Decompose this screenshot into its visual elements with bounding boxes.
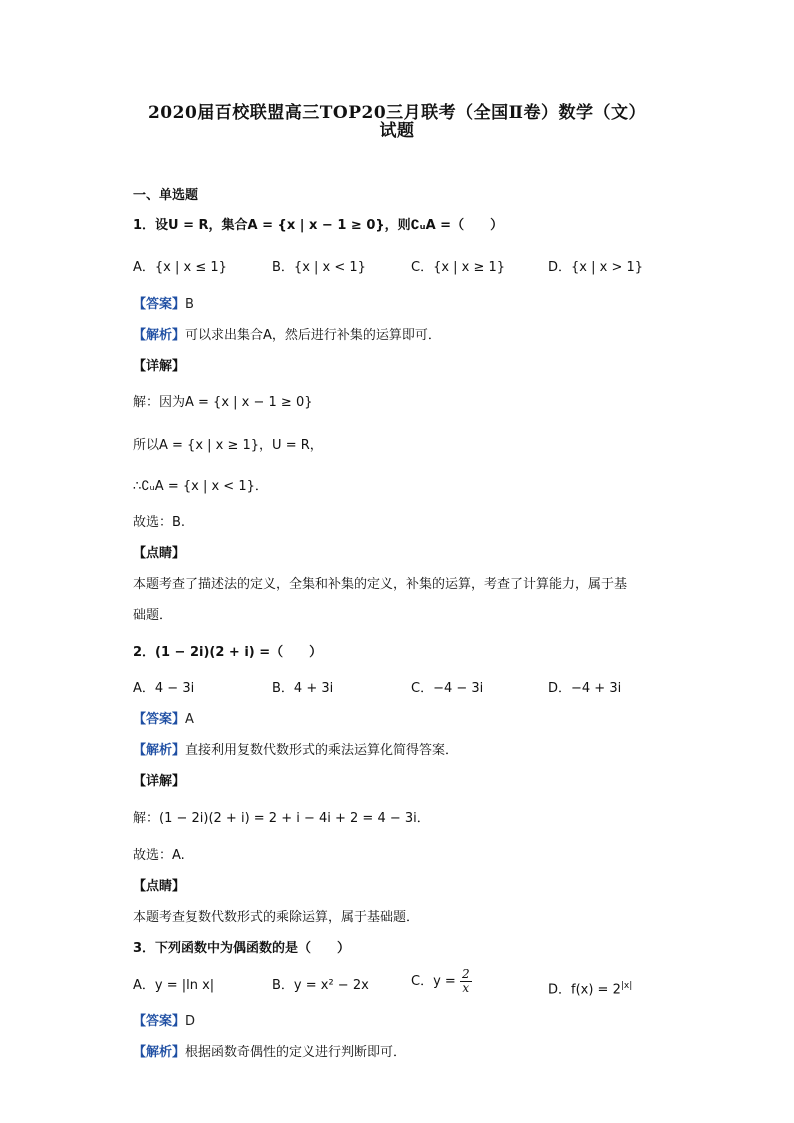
q1-comment-line1: 本题考查了描述法的定义，全集和补集的定义，补集的运算，考查了计算能力，属于基 [133,577,628,592]
q3-option-d-exponent: |x| [620,981,633,991]
q2-solution-line1: 解：(1 − 2i)(2 + i) = 2 + i − 4i + 2 = 4 − 3i． [133,811,430,826]
q1-comment-line2: 础题． [133,608,173,623]
q2-answer: A [185,712,194,727]
q1-solution-line1: 解：因为A = {x | x − 1 ≥ 0} [133,395,313,410]
q3-answer-row [133,1012,195,1032]
document-title: 2020届百校联盟高三TOP20三月联考（全国Ⅱ卷）数学（文） [147,103,647,123]
q1-option-b: B．{x | x < 1} [272,260,366,275]
q3-answer: D [185,1014,196,1029]
q3-analysis-row [133,1043,406,1063]
analysis-tag: 【解析】 [133,1045,186,1060]
q2-stem: 2．(1 − 2i)(2 + i) =（ ） [133,645,323,660]
analysis-tag: 【解析】 [133,328,186,343]
analysis-tag: 【解析】 [133,743,186,758]
q2-analysis-row [133,741,458,761]
answer-tag: 【答案】 [133,297,186,312]
q1-detail-tag: 【详解】 [133,359,186,374]
q1-option-c: C．{x | x ≥ 1} [411,260,506,275]
answer-tag: 【答案】 [133,1014,186,1029]
q1-solution-line2: 所以A = {x | x ≥ 1}，U = R， [133,438,323,453]
q2-option-c: C．−4 − 3i [411,681,484,696]
fraction-numerator: 2 [461,967,470,981]
q1-analysis: 可以求出集合A，然后进行补集的运算即可． [185,328,441,343]
q1-stem: 1．设U = R，集合A = {x | x − 1 ≥ 0}，则∁ᵤA =（ ） [133,218,504,233]
q3-analysis: 根据函数奇偶性的定义进行判断即可． [185,1045,407,1060]
q2-option-a: A．4 − 3i [133,681,195,696]
q3-option-a: A．y = |ln x| [133,978,215,993]
q2-answer-row [133,710,194,730]
q3-option-c [411,968,472,995]
q3-option-d-prefix: D．f(x) = 2 [548,982,621,998]
q1-choose: 故选：B. [133,515,186,530]
q3-stem: 3．下列函数中为偶函数的是（ ） [133,941,351,956]
q1-option-d: D．{x | x > 1} [548,260,644,275]
q1-answer-row [133,295,194,315]
section-heading: 一、单选题 [133,188,199,203]
q2-analysis: 直接利用复数代数形式的乘法运算化简得答案． [185,743,459,758]
q2-comment-line1: 本题考查复数代数形式的乘除运算，属于基础题． [133,910,420,925]
q3-option-c-fraction [460,968,472,995]
q3-option-c-prefix: C．y = [411,974,456,989]
q2-comment-tag: 【点睛】 [133,879,186,894]
q1-answer: B [185,297,194,312]
q1-comment-tag: 【点睛】 [133,546,186,561]
q2-choose: 故选：A. [133,848,185,863]
q2-option-d: D．−4 + 3i [548,681,622,696]
fraction-denominator: x [462,981,470,995]
answer-tag: 【答案】 [133,712,186,727]
q2-option-b: B．4 + 3i [272,681,334,696]
q1-analysis-row [133,326,441,346]
document-title-line2: 试题 [379,121,415,141]
q1-solution-line3: ∴∁ᵤA = {x | x < 1}． [133,479,268,494]
q3-option-d [548,976,632,1000]
q3-option-b: B．y = x² − 2x [272,978,369,993]
q1-option-a: A．{x | x ≤ 1} [133,260,227,275]
q2-detail-tag: 【详解】 [133,774,186,789]
